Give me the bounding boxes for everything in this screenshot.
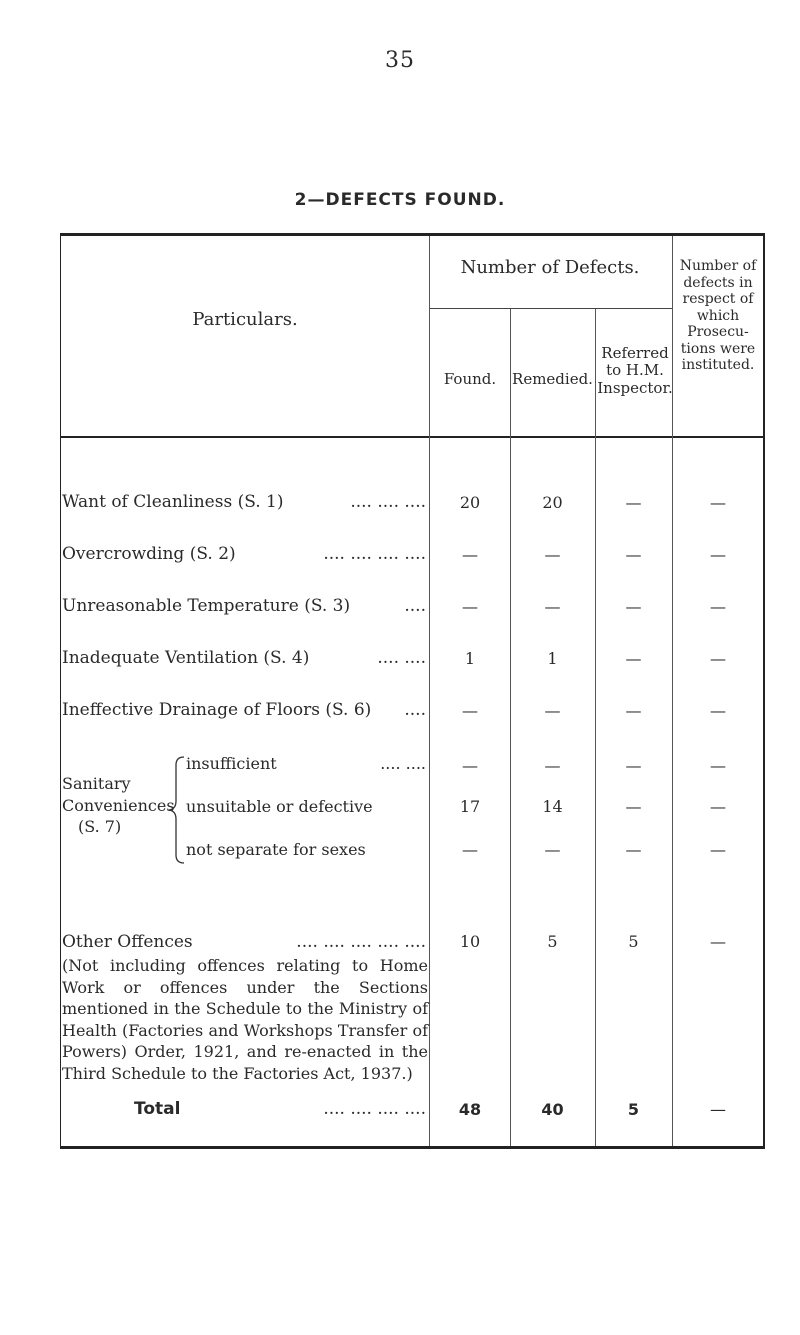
cell-prosecutions: —: [710, 649, 726, 668]
header-subdivider: [430, 308, 672, 309]
row-label-text: Other Offences: [62, 932, 193, 952]
row-label-text: insufficient: [186, 754, 277, 773]
cell-referred: —: [625, 701, 642, 720]
row-leader: .... .... .... .... ....: [296, 932, 426, 952]
cell-remedied: —: [544, 545, 561, 564]
row-label-text: unsuitable or defective: [186, 797, 373, 816]
row-label-text: Overcrowding (S. 2): [62, 544, 236, 564]
cell-found: —: [462, 756, 478, 775]
row-label: [62, 492, 428, 512]
cell-found: 20: [459, 493, 481, 512]
row-label-text: not separate for sexes: [186, 840, 366, 859]
table-bottom-rule: [60, 1146, 764, 1149]
header-referred: Referred to H.M. Inspector.: [597, 344, 673, 397]
row-leader: ....: [404, 700, 426, 720]
cell-referred: —: [625, 649, 642, 668]
row-leader: .... ....: [380, 754, 426, 773]
col-divider-found: [510, 309, 511, 1146]
cell-referred: —: [625, 797, 642, 816]
row-label: [186, 840, 428, 859]
total-referred: 5: [627, 1100, 640, 1119]
cell-remedied: 14: [542, 797, 563, 816]
cell-found: 17: [459, 797, 481, 816]
col-divider-remedied: [595, 309, 596, 1146]
sanitary-label-line2: Conveniences: [62, 796, 175, 815]
cell-remedied: —: [544, 701, 561, 720]
section-heading: 2—DEFECTS FOUND.: [294, 190, 506, 210]
header-particulars: Particulars.: [192, 309, 298, 330]
page-number: 35: [385, 48, 415, 73]
row-label: [62, 932, 428, 952]
total-found: 48: [458, 1100, 482, 1119]
sanitary-label-line3: (S. 7): [78, 817, 122, 836]
table-top-rule: [60, 233, 764, 236]
row-leader: .... ....: [377, 648, 426, 668]
other-offences-note: (Not including offences relating to Home Work or offences under the Sections mentioned in the Schedule to the Ministry of Health (Factories and Workshops Transfer of Powers) Order, 1921, and re-enacted in the Third Schedule to the Factories Act, 1937.): [62, 956, 428, 1083]
cell-referred: —: [625, 545, 642, 564]
cell-found: 1: [464, 649, 476, 668]
row-label-text: Inadequate Ventilation (S. 4): [62, 648, 310, 668]
total-leader: .... .... .... ....: [323, 1099, 426, 1119]
header-prosecutions: Number of defects in respect of which Prosecu- tions were instituted.: [679, 258, 757, 374]
total-remedied: 40: [541, 1100, 564, 1119]
cell-prosecutions: —: [710, 756, 726, 775]
cell-remedied: —: [544, 597, 561, 616]
cell-remedied: 5: [547, 932, 558, 951]
cell-remedied: 1: [547, 649, 558, 668]
row-label-text: Unreasonable Temperature (S. 3): [62, 596, 351, 616]
cell-referred: 5: [628, 932, 639, 951]
row-label-text: Want of Cleanliness (S. 1): [62, 492, 284, 512]
cell-referred: —: [625, 756, 642, 775]
row-leader: ....: [404, 596, 426, 616]
header-bottom-rule: [60, 436, 764, 438]
sanitary-label-line1: Sanitary: [62, 774, 131, 793]
cell-prosecutions: —: [710, 545, 726, 564]
cell-referred: —: [625, 597, 642, 616]
cell-prosecutions: —: [710, 932, 726, 951]
header-found: Found.: [443, 370, 497, 388]
total-prosecutions: —: [710, 1100, 726, 1119]
row-label: [186, 754, 428, 773]
row-label: [186, 797, 428, 816]
row-leader: .... .... ....: [350, 492, 426, 512]
cell-found: —: [462, 597, 478, 616]
cell-found: —: [462, 840, 478, 859]
header-number-of-defects: Number of Defects.: [460, 257, 640, 278]
cell-found: —: [462, 701, 478, 720]
row-label: [62, 544, 428, 564]
left-border: [60, 233, 61, 1149]
cell-prosecutions: —: [710, 840, 726, 859]
row-label-text: Ineffective Drainage of Floors (S. 6): [62, 700, 372, 720]
cell-remedied: —: [544, 840, 561, 859]
cell-found: 10: [459, 932, 481, 951]
cell-referred: —: [625, 493, 642, 512]
cell-prosecutions: —: [710, 701, 726, 720]
total-label-text: Total: [134, 1099, 181, 1119]
row-label: [62, 648, 428, 668]
cell-remedied: —: [544, 756, 561, 775]
cell-prosecutions: —: [710, 597, 726, 616]
row-label: [62, 700, 428, 720]
cell-remedied: 20: [542, 493, 563, 512]
cell-found: —: [462, 545, 478, 564]
cell-referred: —: [625, 840, 642, 859]
brace-icon: [168, 755, 186, 865]
row-leader: .... .... .... ....: [323, 544, 426, 564]
header-remedied: Remedied.: [512, 370, 593, 388]
cell-prosecutions: —: [710, 493, 726, 512]
row-label: [62, 596, 428, 616]
cell-prosecutions: —: [710, 797, 726, 816]
